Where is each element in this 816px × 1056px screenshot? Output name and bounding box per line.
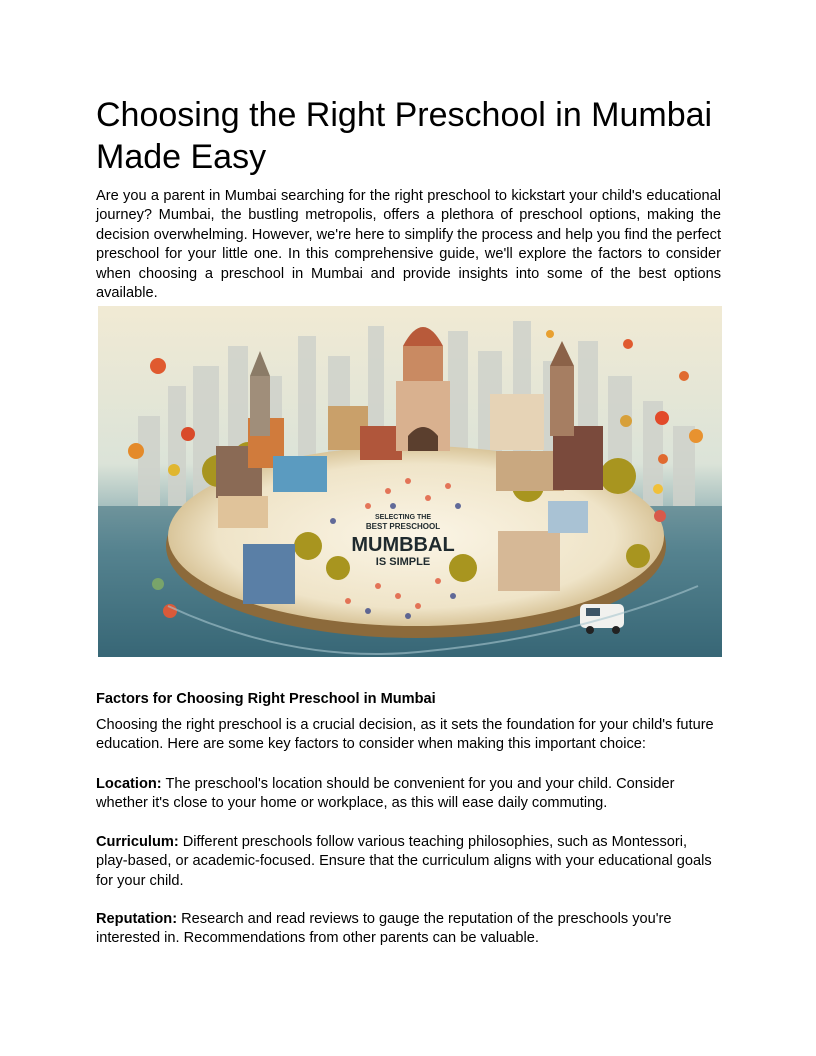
page-title: Choosing the Right Preschool in Mumbai Made Easy	[96, 96, 713, 176]
factor-label: Location:	[96, 776, 162, 792]
factor-text: The preschool's location should be convenient for you and your child. Consider whether it's close to your home or workplace, as this will ease daily commuting.	[96, 776, 675, 812]
factor-curriculum	[96, 833, 721, 891]
factor-text: Different preschools follow various teaching philosophies, such as Montessori, play-based, or academic-focused. Ensure that the curriculum aligns with your educational goals for your child.	[96, 834, 712, 889]
hero-sign-line2: BEST PRESCHOOL	[365, 522, 441, 531]
factor-label: Reputation:	[96, 911, 178, 927]
factor-text: Research and read reviews to gauge the reputation of the preschools you're interested in. Recommendations from other parents can be valuable.	[96, 911, 672, 947]
section-heading: Factors for Choosing Right Preschool in Mumbai	[96, 691, 436, 707]
intro-paragraph: Are you a parent in Mumbai searching for the right preschool to kickstart your child's educational journey? Mumbai, the bustling metropolis, offers a plethora of preschool options, making the decision overwhelming. However, we're here to simplify the process and help you find the perfect preschool for your little one. In this comprehensive guide, we'll explore the factors to consider when choosing a preschool in Mumbai and provide insights into some of the best options available.	[96, 188, 721, 302]
hero-illustration	[98, 306, 722, 657]
section-intro-paragraph: Choosing the right preschool is a crucial decision, as it sets the foundation for your child's future education. Here are some key factors to consider when making this important choice:	[96, 717, 714, 753]
hero-sign-line3: MUMBBAL	[351, 534, 455, 556]
factor-label: Curriculum:	[96, 834, 179, 850]
factor-reputation	[96, 910, 721, 949]
hero-sign-line1: SELECTING THE	[374, 514, 432, 521]
hero-sign-line4: IS SIMPLE	[375, 556, 431, 568]
factor-location	[96, 775, 721, 814]
